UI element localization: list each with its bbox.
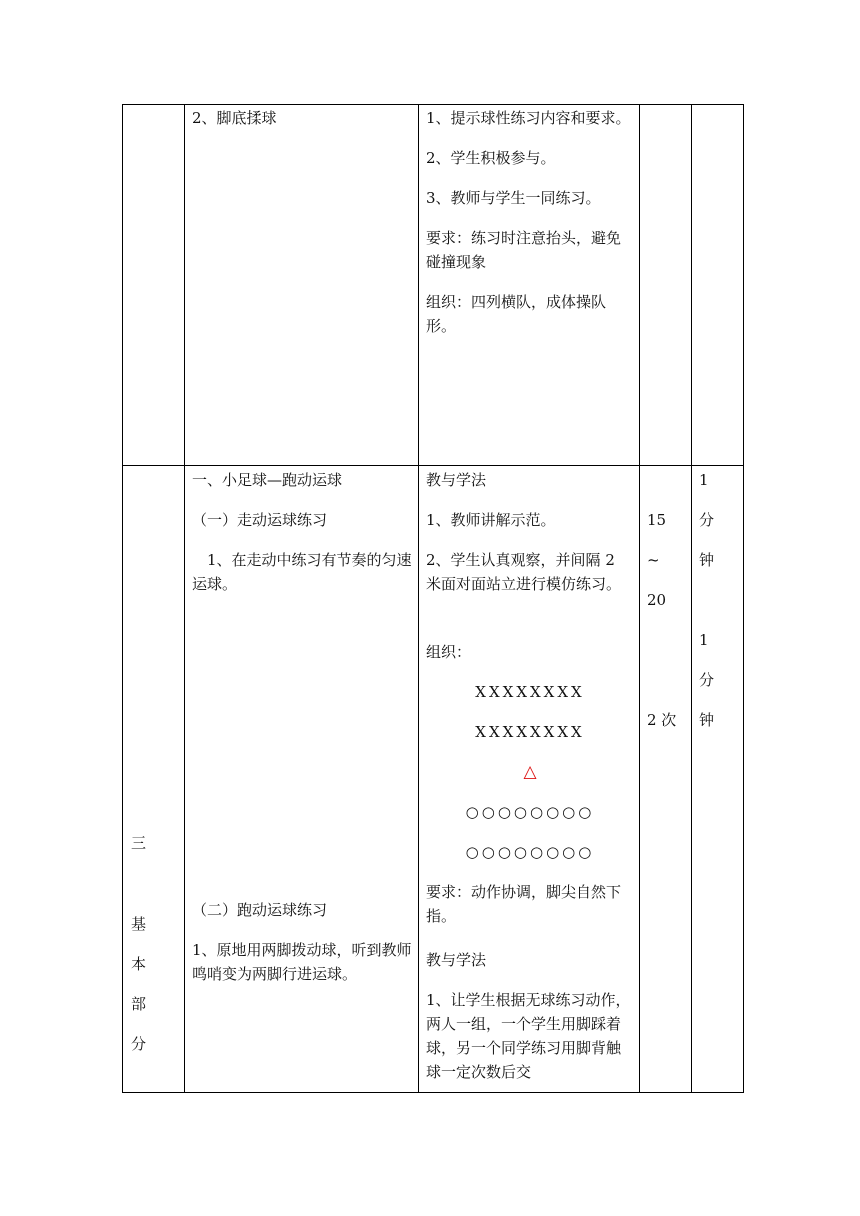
row1-content-text: 2、脚底揉球 bbox=[192, 109, 277, 127]
row1-method-line: 要求：练习时注意抬头，避免碰撞现象 bbox=[426, 229, 622, 271]
row1-method-line: 组织：四列横队，成体操队形。 bbox=[426, 293, 607, 335]
formation-row: XXXXXXXX bbox=[475, 723, 585, 741]
table-top-border bbox=[122, 104, 744, 105]
count-value: ~ bbox=[647, 551, 660, 569]
section-label-char: 基 bbox=[131, 915, 147, 933]
method-org-label: 组织： bbox=[426, 643, 472, 661]
method-title: 教与学法 bbox=[426, 471, 487, 489]
time-value: 分 bbox=[699, 511, 715, 529]
row-divider bbox=[122, 465, 744, 466]
time-value: 钟 bbox=[699, 711, 715, 729]
content-item: 1、原地用两脚拨动球，听到教师鸣哨变为两脚行进运球。 bbox=[192, 941, 412, 983]
method-step: 2、学生认真观察，并间隔 2 米面对面站立进行模仿练习。 bbox=[426, 551, 622, 593]
count-value: 20 bbox=[647, 591, 667, 609]
time-value: 1 bbox=[699, 631, 709, 649]
count-value: 2 次 bbox=[647, 711, 677, 729]
row1-method-line: 1、提示球性练习内容和要求。 bbox=[426, 109, 631, 127]
count-value: 15 bbox=[647, 511, 667, 529]
method-step: 1、让学生根据无球练习动作，两人一组，一个学生用脚踩着球，另一个同学练习用脚背触球一定次数后交 bbox=[426, 991, 631, 1081]
section-label-char: 本 bbox=[131, 955, 147, 973]
row1-content-cell bbox=[192, 106, 412, 130]
method-step: 1、教师讲解示范。 bbox=[426, 511, 556, 529]
section-label-char: 分 bbox=[131, 1035, 147, 1053]
row1-method-line: 3、教师与学生一同练习。 bbox=[426, 189, 601, 207]
column-divider bbox=[184, 104, 185, 1093]
teacher-triangle-icon: △ bbox=[523, 762, 537, 782]
content-heading: 一、小足球—跑动运球 bbox=[192, 471, 343, 489]
table-left-border bbox=[122, 104, 123, 1093]
column-divider bbox=[418, 104, 419, 1093]
content-subheading: （二）跑动运球练习 bbox=[192, 901, 328, 919]
table-right-border bbox=[743, 104, 744, 1093]
content-subheading: （一）走动运球练习 bbox=[192, 511, 328, 529]
method-title: 教与学法 bbox=[426, 951, 487, 969]
column-divider bbox=[691, 104, 692, 1093]
row1-method-cell bbox=[426, 106, 634, 354]
content-item: 1、在走动中练习有节奏的匀速运球。 bbox=[192, 551, 412, 593]
time-value: 1 bbox=[699, 471, 709, 489]
formation-row: ○○○○○○○○ bbox=[465, 803, 595, 821]
section-label-char: 部 bbox=[131, 995, 147, 1013]
method-requirement: 要求：动作协调，脚尖自然下指。 bbox=[426, 883, 622, 925]
formation-row: ○○○○○○○○ bbox=[465, 843, 595, 861]
table-bottom-border bbox=[122, 1092, 744, 1093]
row1-method-line: 2、学生积极参与。 bbox=[426, 149, 556, 167]
time-value: 钟 bbox=[699, 551, 715, 569]
column-divider bbox=[639, 104, 640, 1093]
time-value: 分 bbox=[699, 671, 715, 689]
section-label-char: 三 bbox=[131, 834, 147, 852]
formation-row: XXXXXXXX bbox=[475, 683, 585, 701]
